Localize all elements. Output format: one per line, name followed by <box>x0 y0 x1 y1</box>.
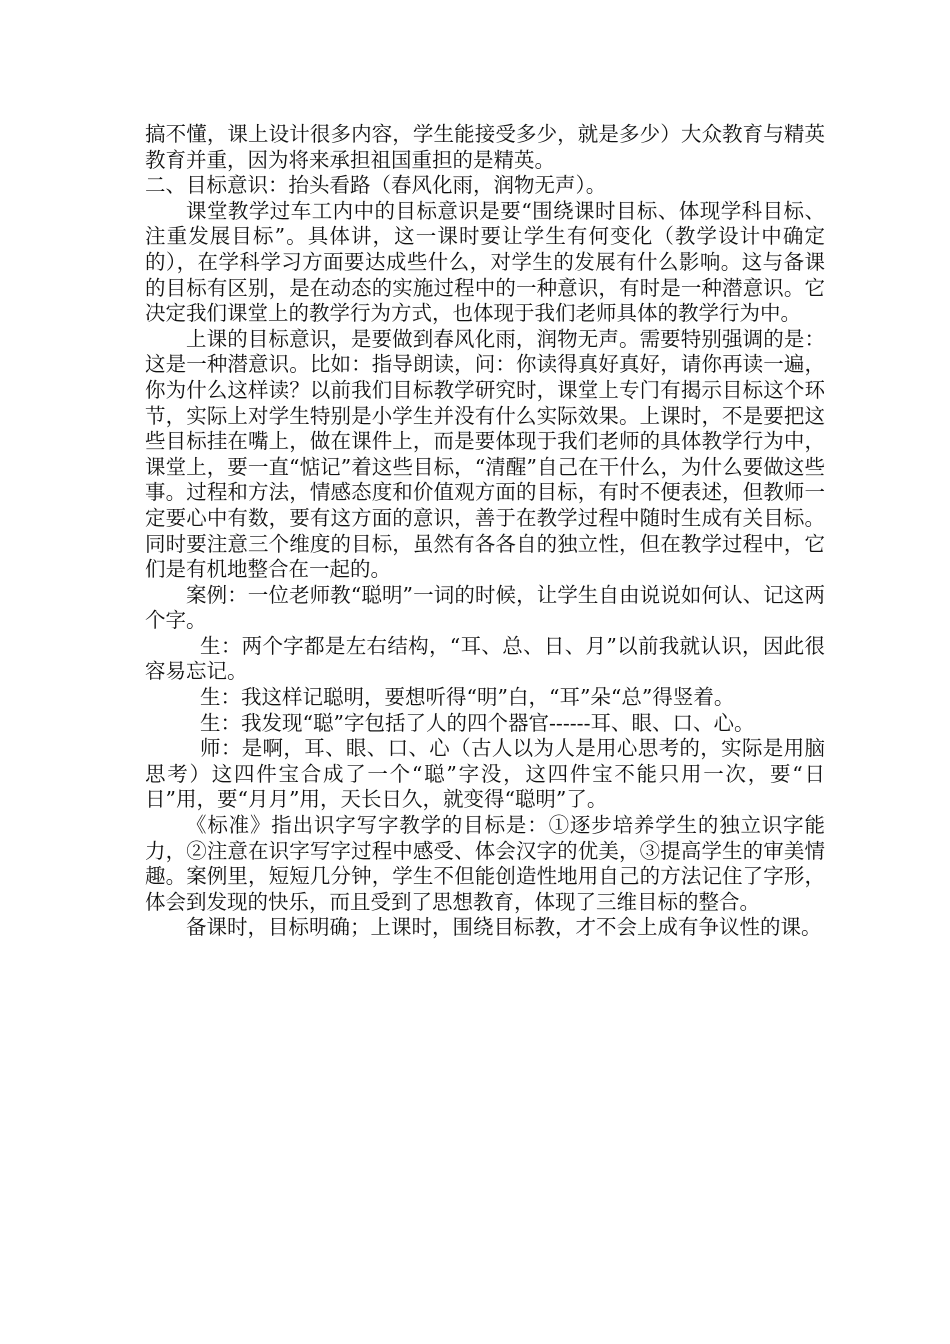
dialogue-student-1: 生：两个字都是左右结构，“耳、总、日、月”以前我就认识，因此很容易忘记。 <box>145 633 825 684</box>
dialogue-student-3: 生：我发现“聪”字包括了人的四个器官------耳、眼、口、心。 <box>200 710 755 735</box>
dialogue-teacher: 师：是啊，耳、眼、口、心（古人以为人是用心思考的，实际是用脑思考）这四件宝合成了一个“聪”字没，这四件宝不能只用一次，要“日日”用，要“月月”用，天长日久，就变得“聪明”了。 <box>145 736 825 812</box>
paragraph-conclusion: 备课时，目标明确；上课时，围绕目标教，才不会上成有争议性的课。 <box>186 915 822 940</box>
paragraph-case-intro: 案例：一位老师教“聪明”一词的时候，让学生自由说说如何认、记这两个字。 <box>145 582 825 633</box>
paragraph-standard-goals: 《标准》指出识字写字教学的目标是：①逐步培养学生的独立识字能力，②注意在识字写字过程中感受、体会汉字的优美，③提高学生的审美情趣。案例里，短短几分钟，学生不但能创造性地用自己的方法记住了字形，体会到发现的快乐，而且受到了思想教育，体现了三维目标的整合。 <box>145 813 825 914</box>
section-heading-goal-awareness: 二、目标意识：抬头看路（春风化雨，润物无声）。 <box>145 173 607 198</box>
paragraph-continuation: 搞不懂，课上设计很多内容，学生能接受多少，就是多少）大众教育与精英教育并重，因为将来承担祖国重担的是精英。 <box>145 122 825 172</box>
document-body <box>145 122 825 941</box>
dialogue-student-2: 生：我这样记聪明，要想听得“明”白，“耳”朵“总”得竖着。 <box>200 685 735 710</box>
paragraph-classroom-goal-awareness: 课堂教学过车工内中的目标意识是要“围绕课时目标、体现学科目标、注重发展目标”。具体讲，这一课时要让学生有何变化（教学设计中确定的），在学科学习方面要达成些什么，对学生的发展有什么影响。这与备课的目标有区别，是在动态的实施过程中的一种意识，有时是一种潜意识。它决定我们课堂上的教学行为方式，也体现于我们老师具体的教学行为中。 <box>145 198 825 326</box>
paragraph-lesson-goal-awareness: 上课的目标意识，是要做到春风化雨，润物无声。需要特别强调的是：这是一种潜意识。比如：指导朗读，问：你读得真好真好，请你再读一遍，你为什么这样读？以前我们目标教学研究时，课堂上专门有揭示目标这个环节，实际上对学生特别是小学生并没有什么实际效果。上课时，不是要把这些目标挂在嘴上，做在课件上，而是要体现于我们老师的具体教学行为中，课堂上，要一直“惦记”着这些目标，“清醒”自己在干什么，为什么要做这些事。过程和方法，情感态度和价值观方面的目标，有时不便表述，但教师一定要心中有数，要有这方面的意识，善于在教学过程中随时生成有关目标。同时要注意三个维度的目标，虽然有各各自的独立性，但在教学过程中，它们是有机地整合在一起的。 <box>145 326 825 582</box>
